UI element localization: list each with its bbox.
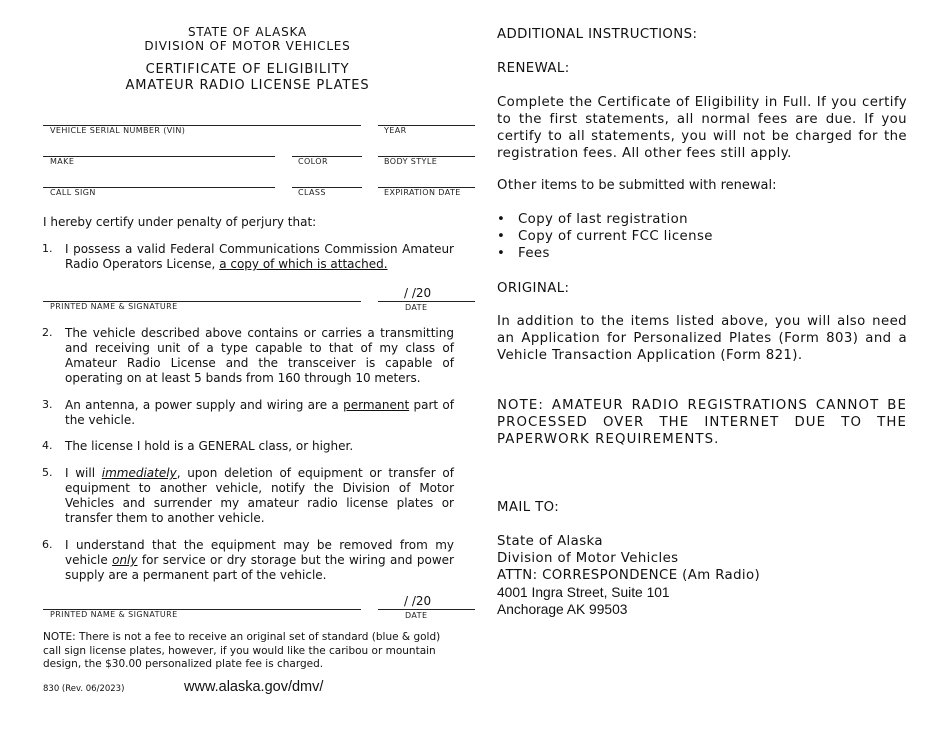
date-value: / /20 [404,286,432,300]
statement-text: I understand that the equipment may be removed from my vehicle [65,538,454,567]
renewal-items-list [497,211,907,262]
statement-number: 2. [42,326,53,339]
address-line: Division of Motor Vehicles [497,551,679,566]
other-word: Other [497,178,537,193]
list-item: • Fees [497,245,907,262]
statement-6 [42,538,454,583]
vin-label: VEHICLE SERIAL NUMBER (VIN) [50,126,186,135]
original-text: In addition to the items listed above, you will also need an Application for Personalized Plates (Form 803) and a Vehicle Transaction Application (Form 821). [497,314,907,363]
date-value: / /20 [404,594,432,608]
fee-note: NOTE: There is not a fee to receive an original set of standard (blue & gold) call sign license plates, however, if you would like the caribou or mountain design, the $30.00 personalized plate fee is charged. [43,631,441,670]
list-item: • Copy of last registration [497,211,907,228]
mail-to-heading: MAIL TO: [497,500,560,515]
statement-text: The vehicle described above contains or carries a transmitting and receiving unit of a type capable to that of my class of Amateur Radio License and the transceiver is capable of operating on at least 5 bands from 160 through 10 meters. [65,326,454,385]
statement-number: 3. [42,398,53,411]
statement-underlined: a copy of which is attached. [219,257,388,271]
statement-text: part of the vehicle. [65,398,454,427]
date-label: DATE [405,303,428,312]
expiration-label: EXPIRATION DATE [384,188,461,197]
statement-text: An antenna, a power supply and wiring are a [65,398,344,412]
call-sign-label: CALL SIGN [50,188,96,197]
statement-text: , upon deletion of equipment or transfer of equipment to another vehicle, notify the Division of Motor Vehicles and surrender my amateur radio license plates or transfer them to another vehicle. [65,466,454,525]
date-line-2[interactable] [378,609,475,610]
statement-number: 4. [42,439,53,452]
statement-text: I will [65,466,102,480]
internet-note: NOTE: AMATEUR RADIO REGISTRATIONS CANNOT BE PROCESSED OVER THE INTERNET DUE TO THE PAPERWORK REQUIREMENTS. [497,398,907,447]
class-label: CLASS [298,188,326,197]
statement-3 [42,398,454,428]
address-line: ATTN: CORRESPONDENCE (Am Radio) [497,568,761,583]
address-line: State of Alaska [497,534,603,549]
address-line: 4001 Ingra Street, Suite 101 [497,585,670,600]
statement-number: 6. [42,538,53,551]
statement-number: 5. [42,466,53,479]
date-label: DATE [405,611,428,620]
list-item: • Copy of current FCC license [497,228,907,245]
signature-label: PRINTED NAME & SIGNATURE [50,302,178,311]
statement-number: 1. [42,242,53,255]
form-number: 830 (Rev. 06/2023) [43,684,125,694]
signature-label: PRINTED NAME & SIGNATURE [50,610,178,619]
statement-text: for service or dry storage but the wiring and power supply are a permanent part of the vehicle. [65,553,454,582]
make-line[interactable] [43,156,275,157]
certify-intro: I hereby certify under penalty of perjury that: [43,215,317,229]
other-items-label: items to be submitted with renewal: [536,178,777,193]
original-heading: ORIGINAL: [497,281,570,296]
body-style-label: BODY STYLE [384,157,438,166]
statement-text: I possess a valid Federal Communications Commission Amateur Radio Operators License, [65,242,454,271]
division-title: DIVISION OF MOTOR VEHICLES [144,39,351,53]
statement-1 [42,242,454,272]
statement-2 [42,326,454,386]
make-label: MAKE [50,157,75,166]
renewal-heading: RENEWAL: [497,61,570,76]
additional-instructions-heading: ADDITIONAL INSTRUCTIONS: [497,27,698,42]
statement-5 [42,466,454,526]
dmv-url-link[interactable]: www.alaska.gov/dmv/ [184,679,324,695]
renewal-text: Complete the Certificate of Eligibility in Full. If you certify to the first statements, all normal fees are due. If you certify to all statements, you will not be charged for the registration fees. All other fees still apply. [497,95,907,161]
statement-emphasis: only [112,553,138,567]
address-line: Anchorage AK 99503 [497,602,628,617]
color-label: COLOR [298,157,328,166]
certificate-subtitle: AMATEUR RADIO LICENSE PLATES [125,78,370,93]
state-title: STATE OF ALASKA [187,25,308,39]
statement-text: The license I hold is a GENERAL class, or higher. [65,439,354,453]
other-items-text [497,177,907,194]
date-line-1[interactable] [378,301,475,302]
year-label: YEAR [384,126,407,135]
mailing-address [497,533,907,618]
statement-emphasis: immediately [101,466,177,480]
statement-4 [42,439,454,454]
certificate-title: CERTIFICATE OF ELIGIBILITY [145,62,350,77]
statement-underlined: permanent [343,398,410,412]
